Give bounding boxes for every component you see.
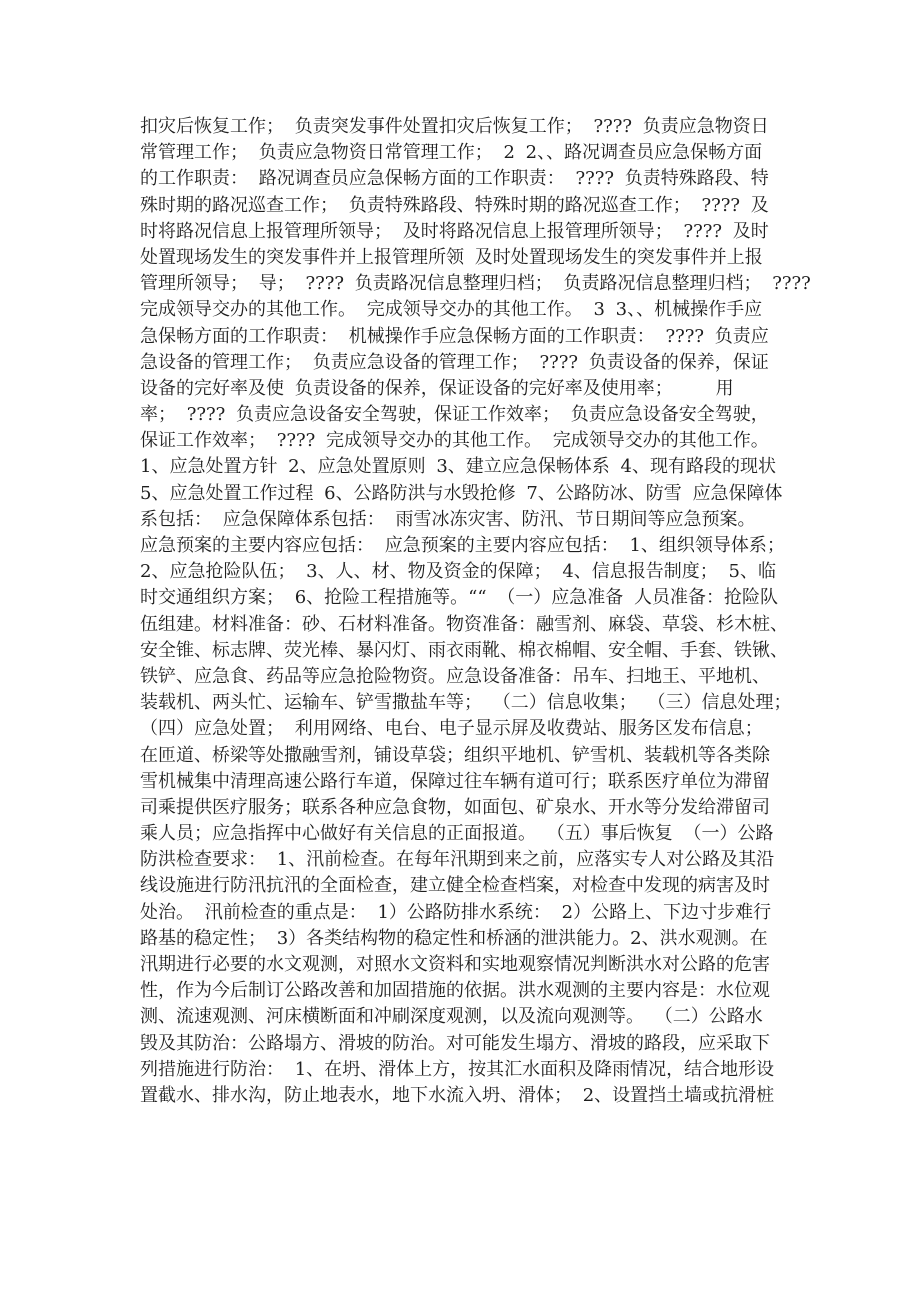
text-line: （四）应急处置； 利用网络、电台、电子显示屏及收费站、服务区发布信息； bbox=[140, 718, 763, 740]
text-line: 2、应急抢险队伍； 3、人、材、物及资金的保障； 4、信息报告制度； 5、临 bbox=[140, 561, 776, 583]
text-line: 管理所领导； 导； ???? 负责路况信息整理归档； 负责路况信息整理归档； ???? bbox=[140, 273, 811, 295]
text-line: 率； ???? 负责应急设备安全驾驶，保证工作效率； 负责应急设备安全驾驶， bbox=[140, 404, 769, 426]
text-line: 路基的稳定性； 3）各类结构物的稳定性和桥涵的泄洪能力。2、洪水观测。在 bbox=[140, 927, 768, 949]
text-line: 装载机、两头忙、运输车、铲雪撒盐车等； （二）信息收集； （三）信息处理； bbox=[140, 692, 792, 714]
text-line: 安全锥、标志牌、荧光棒、暴闪灯、雨衣雨靴、棉衣棉帽、安全帽、手套、铁锹、 bbox=[140, 639, 788, 661]
text-line: 置截水、排水沟，防止地表水，地下水流入坍、滑体； 2、设置挡土墙或抗滑桩 bbox=[140, 1084, 775, 1106]
text-line: 汛期进行必要的水文观测，对照水文资料和实地观察情况判断洪水对公路的危害 bbox=[140, 954, 770, 975]
text-line: 应急预案的主要内容应包括： 应急预案的主要内容应包括： 1、组织领导体系； bbox=[140, 535, 785, 556]
text-line: 扣灾后恢复工作； 负责突发事件处置扣灾后恢复工作； ???? 负责应急物资日 bbox=[140, 116, 769, 137]
text-line: 保证工作效率； ???? 完成领导交办的其他工作。 完成领导交办的其他工作。 bbox=[140, 430, 769, 452]
text-line: 的工作职责： 路况调查员应急保畅方面的工作职责： ???? 负责特殊路段、特 bbox=[140, 168, 769, 190]
text-line: 时将路况信息上报管理所领导； 及时将路况信息上报管理所领导； ???? 及时 bbox=[140, 220, 769, 242]
text-line: 乘人员；应急指挥中心做好有关信息的正面报道。 （五）事后恢复 （一）公路 bbox=[140, 823, 774, 845]
text-line: 列措施进行防治： 1、在坍、滑体上方，按其汇水面积及降雨情况，结合地形设 bbox=[140, 1058, 775, 1080]
text-line: 完成领导交办的其他工作。 完成领导交办的其他工作。 3 3、、机械操作手应 bbox=[140, 299, 763, 321]
text-line: 司乘提供医疗服务；联系各种应急食物，如面包、矿泉水、开水等分发给滞留司 bbox=[140, 796, 770, 818]
text-line: 急设备的管理工作； 负责应急设备的管理工作； ???? 负责设备的保养，保证 bbox=[140, 351, 769, 373]
text-line: 毁及其防治：公路塌方、滑坡的防治。对可能发生塌方、滑坡的路段，应采取下 bbox=[140, 1032, 770, 1054]
text-line: 殊时期的路况巡查工作； 负责特殊路段、特殊时期的路况巡查工作； ???? 及 bbox=[140, 194, 769, 216]
text-line: 雪机械集中清理高速公路行车道，保障过往车辆有道可行；联系医疗单位为滞留 bbox=[140, 770, 770, 792]
text-line: 性，作为今后制订公路改善和加固措施的依据。洪水观测的主要内容是：水位观 bbox=[140, 980, 770, 1002]
text-line: 5、应急处置工作过程 6、公路防洪与水毁抢修 7、公路防冰、防雪 应急保障体 bbox=[140, 482, 783, 504]
text-line: 伍组建。材料准备：砂、石材料准备。物资准备：融雪剂、麻袋、草袋、杉木桩、 bbox=[140, 613, 788, 635]
text-line: 时交通组织方案； 6、抢险工程措施等。““ （一）应急准备 人员准备：抢险队 bbox=[140, 587, 779, 609]
text-line: 线设施进行防汛抗汛的全面检查，建立健全检查档案，对检查中发现的病害及时 bbox=[140, 875, 770, 897]
text-line: 急保畅方面的工作职责： 机械操作手应急保畅方面的工作职责： ???? 负责应 bbox=[140, 325, 769, 347]
text-line: 设备的完好率及使 负责设备的保养，保证设备的完好率及使用率； 用 bbox=[140, 377, 734, 399]
text-line: 在匝道、桥梁等处撒融雪剂，铺设草袋；组织平地机、铲雪机、装载机等各类除 bbox=[140, 744, 770, 766]
text-line: 系包括： 应急保障体系包括： 雨雪冰冻灾害、防汛、节日期间等应急预案。 bbox=[140, 508, 756, 530]
text-line: 处置现场发生的突发事件并上报管理所领 及时处置现场发生的突发事件并上报 bbox=[140, 246, 763, 268]
text-line: 铁铲、应急食、药品等应急抢险物资。应急设备准备：吊车、扫地王、平地机、 bbox=[140, 665, 770, 687]
text-line: 测、流速观测、河床横断面和冲刷深度观测，以及流向观测等。 （二）公路水 bbox=[140, 1006, 763, 1028]
body-text bbox=[140, 114, 840, 1109]
text-line: 处治。 汛前检查的重点是： 1）公路防排水系统： 2）公路上、下边寸步难行 bbox=[140, 901, 772, 923]
text-line: 防洪检查要求： 1、汛前检查。在每年汛期到来之前，应落实专人对公路及其沿 bbox=[140, 849, 775, 871]
text-line: 常管理工作； 负责应急物资日常管理工作； 2 2、、路况调查员应急保畅方面 bbox=[140, 142, 763, 164]
text-line: 1、应急处置方针 2、应急处置原则 3、建立应急保畅体系 4、现有路段的现状 bbox=[140, 456, 776, 478]
